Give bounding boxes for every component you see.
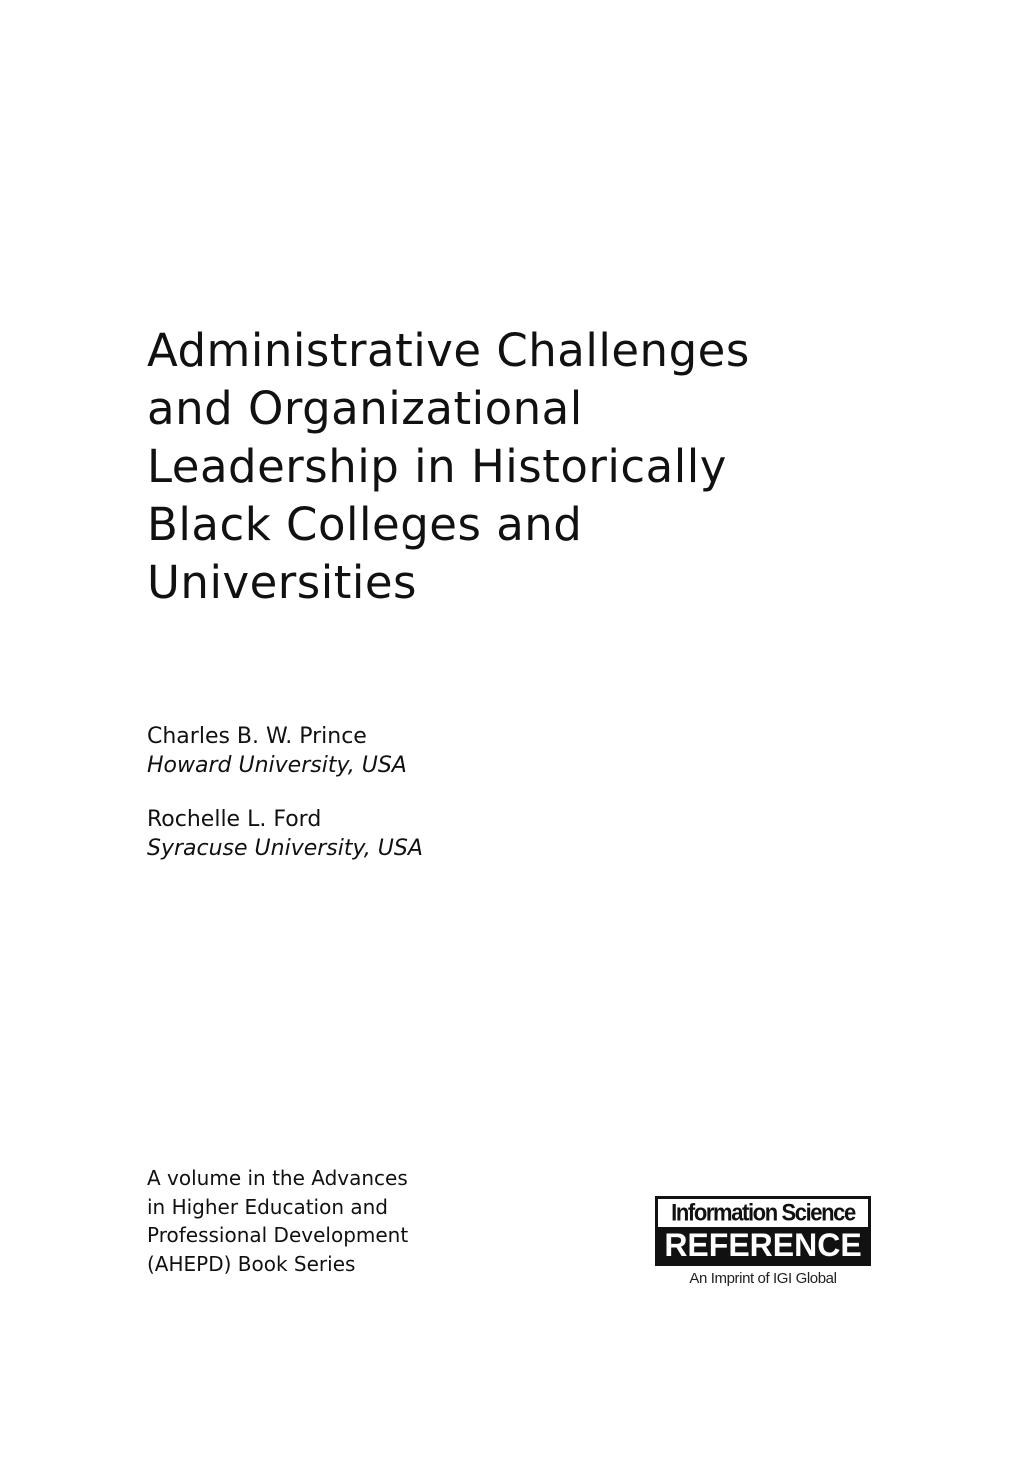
book-title — [147, 322, 907, 612]
publisher-logo-box — [655, 1196, 871, 1266]
publisher-logo — [655, 1196, 871, 1288]
author-affiliation: Howard University, USA — [147, 753, 407, 778]
author-affiliation: Syracuse University, USA — [147, 836, 423, 861]
book-title-line: and Organizational — [147, 382, 583, 435]
author-name: Rochelle L. Ford — [147, 807, 322, 832]
series-line: Professional Development — [147, 1223, 409, 1247]
author-entry — [147, 722, 647, 780]
series-line: A volume in the Advances — [147, 1166, 408, 1190]
book-title-line: Black Colleges and — [147, 498, 583, 551]
book-title-line: Universities — [147, 556, 418, 609]
publisher-logo-top-text: Information Science — [671, 1198, 855, 1227]
series-line: in Higher Education and — [147, 1194, 388, 1219]
series-line: (AHEPD) Book Series — [147, 1251, 356, 1276]
author-list — [147, 722, 647, 888]
publisher-logo-bottom-text: REFERENCE — [658, 1227, 868, 1263]
series-statement — [147, 1164, 507, 1278]
author-name: Charles B. W. Prince — [147, 724, 367, 749]
publisher-imprint: An Imprint of IGI Global — [689, 1270, 837, 1287]
book-title-line: Administrative Challenges — [147, 324, 750, 377]
book-title-line: Leadership in Historically — [147, 440, 727, 493]
author-entry — [147, 805, 647, 863]
